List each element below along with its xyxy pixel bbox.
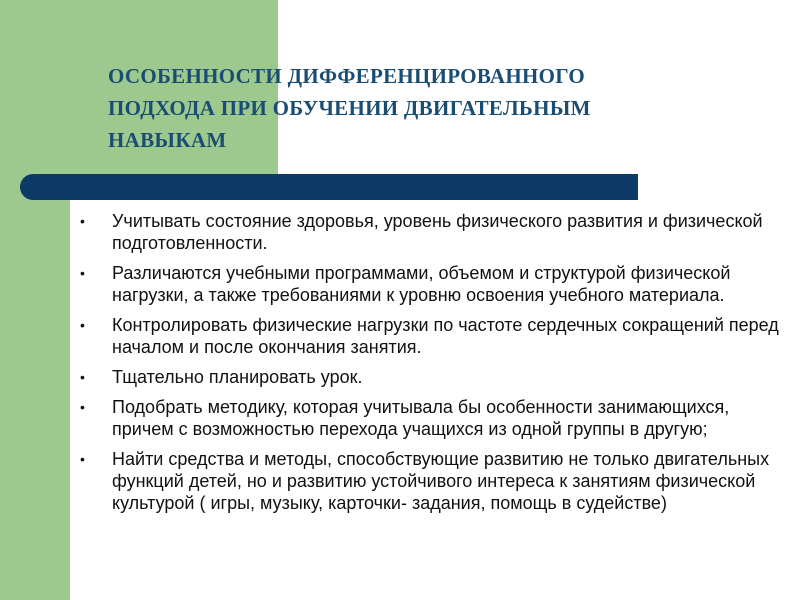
title-line-3: НАВЫКАМ	[108, 128, 227, 152]
bullet-list	[80, 210, 780, 522]
left-green-band	[0, 0, 70, 600]
list-item: • Тщательно планировать урок.	[80, 366, 780, 388]
title-line-1: ОСОБЕННОСТИ ДИФФЕРЕНЦИРОВАННОГО	[108, 64, 586, 88]
slide-title	[108, 60, 748, 156]
list-item: • Подобрать методику, которая учитывала бы особенности занимающихся, причем с возможностью перехода учащихся из одной группы в другую;	[80, 396, 780, 440]
list-item: • Найти средства и методы, способствующие развитию не только двигательных функций детей, но и развитию устойчивого интереса к занятиям физической культурой ( игры, музыку, карточки- задания, помощь в судействе)	[80, 448, 780, 514]
list-item: • Учитывать состояние здоровья, уровень физического развития и физической подготовленности.	[80, 210, 780, 254]
title-line-2: ПОДХОДА ПРИ ОБУЧЕНИИ ДВИГАТЕЛЬНЫМ	[108, 96, 591, 120]
title-divider-bar	[20, 174, 638, 200]
list-item: • Контролировать физические нагрузки по частоте сердечных сокращений перед началом и после окончания занятия.	[80, 314, 780, 358]
list-item: • Различаются учебными программами, объемом и структурой физической нагрузки, а также требованиями к уровню освоения учебного материала.	[80, 262, 780, 306]
